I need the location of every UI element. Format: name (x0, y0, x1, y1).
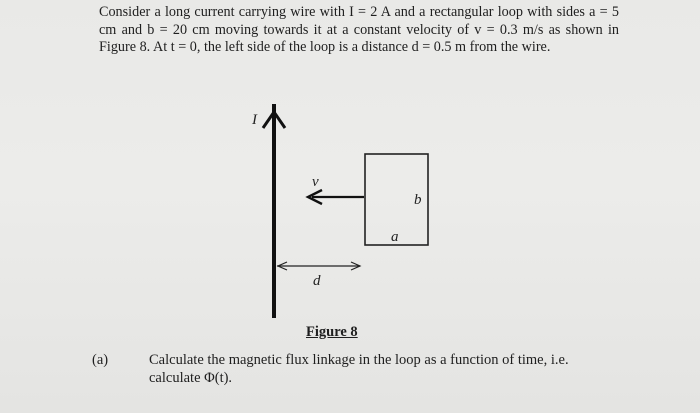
distance-label: d (313, 273, 321, 289)
question-label: (a) (92, 352, 109, 368)
side-a-label: a (391, 229, 399, 245)
figure-caption: Figure 8 (306, 324, 358, 340)
side-b-label: b (414, 192, 422, 208)
question-text: Calculate the magnetic flux linkage in the loop as a function of time, i.e. calculate Φ(t). (149, 352, 569, 386)
velocity-label: v (312, 174, 319, 190)
problem-statement: Consider a long current carrying wire with I = 2 A and a rectangular loop with sides a = 5 cm and b = 20 cm moving towards it at a constant velocity of v = 0.3 m/s as shown in Figure 8. At t = 0, the left side of the loop is a distance d = 0.5 m from the wire. (99, 4, 619, 56)
current-label: I (252, 112, 257, 128)
